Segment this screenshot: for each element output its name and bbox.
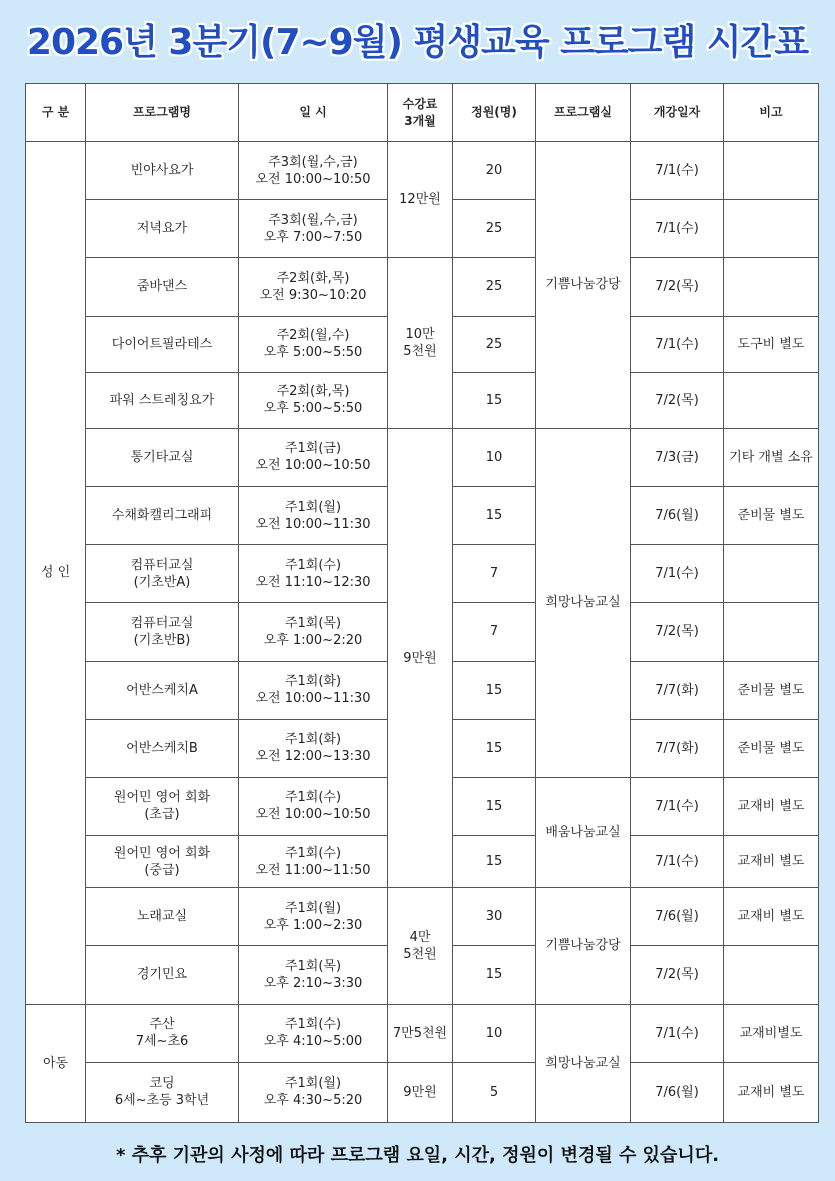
capacity-cell: 15 — [453, 487, 536, 545]
room-cell: 배움나눔교실 — [536, 777, 631, 887]
schedule-table-container — [25, 83, 818, 1123]
program-time: 주1회(목) 오후 2:10~3:30 — [239, 946, 388, 1004]
program-name: 컴퓨터교실 (기초반B) — [86, 603, 239, 661]
note-cell — [724, 258, 819, 316]
capacity-cell: 20 — [453, 142, 536, 200]
start-date-cell: 7/1(수) — [631, 777, 724, 835]
capacity-cell: 15 — [453, 719, 536, 777]
note-cell: 교재비 별도 — [724, 836, 819, 888]
capacity-cell: 15 — [453, 836, 536, 888]
note-cell: 준비물 별도 — [724, 487, 819, 545]
start-date-cell: 7/7(화) — [631, 661, 724, 719]
program-name: 주산 7세~초6 — [86, 1004, 239, 1062]
room-cell: 기쁨나눔강당 — [536, 142, 631, 429]
start-date-cell: 7/2(목) — [631, 603, 724, 661]
table-row — [26, 428, 819, 486]
fee-cell: 4만 5천원 — [388, 888, 453, 1004]
start-date-cell: 7/2(목) — [631, 372, 724, 428]
header-fee-line1: 수강료 — [402, 96, 438, 111]
header-row — [26, 84, 819, 142]
table-row — [26, 888, 819, 946]
fee-cell: 12만원 — [388, 142, 453, 258]
note-cell: 교재비 별도 — [724, 777, 819, 835]
capacity-cell: 30 — [453, 888, 536, 946]
room-cell: 희망나눔교실 — [536, 1004, 631, 1122]
note-cell — [724, 142, 819, 200]
capacity-cell: 7 — [453, 603, 536, 661]
fee-cell: 9만원 — [388, 428, 453, 887]
category-adult: 성 인 — [26, 142, 86, 1005]
table-row — [26, 1004, 819, 1062]
note-cell — [724, 372, 819, 428]
header-note: 비고 — [724, 84, 819, 142]
program-name: 노래교실 — [86, 888, 239, 946]
start-date-cell: 7/1(수) — [631, 200, 724, 258]
program-time: 주2회(화,목) 오전 9:30~10:20 — [239, 258, 388, 316]
program-name: 어반스케치A — [86, 661, 239, 719]
capacity-cell: 15 — [453, 777, 536, 835]
header-room: 프로그램실 — [536, 84, 631, 142]
program-name: 경기민요 — [86, 946, 239, 1004]
capacity-cell: 15 — [453, 372, 536, 428]
note-cell: 교재비별도 — [724, 1004, 819, 1062]
program-name: 통기타교실 — [86, 428, 239, 486]
room-cell: 희망나눔교실 — [536, 428, 631, 777]
program-time: 주1회(월) 오후 4:30~5:20 — [239, 1062, 388, 1122]
header-program: 프로그램명 — [86, 84, 239, 142]
start-date-cell: 7/1(수) — [631, 836, 724, 888]
fee-cell: 7만5천원 — [388, 1004, 453, 1062]
note-cell — [724, 946, 819, 1004]
category-child: 아동 — [26, 1004, 86, 1122]
capacity-cell: 15 — [453, 661, 536, 719]
header-fee — [388, 84, 453, 142]
note-cell — [724, 603, 819, 661]
program-time: 주1회(수) 오전 11:10~12:30 — [239, 545, 388, 603]
program-name: 저녁요가 — [86, 200, 239, 258]
start-date-cell: 7/1(수) — [631, 316, 724, 372]
program-time: 주1회(금) 오전 10:00~10:50 — [239, 428, 388, 486]
note-cell: 준비물 별도 — [724, 719, 819, 777]
program-name: 줌바댄스 — [86, 258, 239, 316]
start-date-cell: 7/2(목) — [631, 258, 724, 316]
program-name: 원어민 영어 회화 (중급) — [86, 836, 239, 888]
program-time: 주1회(월) 오전 10:00~11:30 — [239, 487, 388, 545]
start-date-cell: 7/3(금) — [631, 428, 724, 486]
table-row — [26, 142, 819, 200]
start-date-cell: 7/6(월) — [631, 888, 724, 946]
start-date-cell: 7/1(수) — [631, 545, 724, 603]
program-name: 수채화캘리그래피 — [86, 487, 239, 545]
header-start-date: 개강일자 — [631, 84, 724, 142]
start-date-cell: 7/7(화) — [631, 719, 724, 777]
program-time: 주1회(월) 오후 1:00~2:30 — [239, 888, 388, 946]
footnote: * 추후 기관의 사정에 따라 프로그램 요일, 시간, 정원이 변경될 수 있습니다. — [115, 1145, 720, 1166]
capacity-cell: 10 — [453, 1004, 536, 1062]
program-time: 주1회(화) 오전 10:00~11:30 — [239, 661, 388, 719]
program-name: 어반스케치B — [86, 719, 239, 777]
program-time: 주3회(월,수,금) 오후 7:00~7:50 — [239, 200, 388, 258]
room-cell: 기쁨나눔강당 — [536, 888, 631, 1004]
program-time: 주2회(월,수) 오후 5:00~5:50 — [239, 316, 388, 372]
fee-cell: 10만 5천원 — [388, 258, 453, 428]
table-row — [26, 258, 819, 316]
capacity-cell: 5 — [453, 1062, 536, 1122]
capacity-cell: 25 — [453, 200, 536, 258]
program-name: 파워 스트레칭요가 — [86, 372, 239, 428]
program-name: 코딩 6세~초등 3학년 — [86, 1062, 239, 1122]
capacity-cell: 7 — [453, 545, 536, 603]
program-time: 주1회(수) 오전 10:00~10:50 — [239, 777, 388, 835]
capacity-cell: 25 — [453, 258, 536, 316]
fee-cell: 9만원 — [388, 1062, 453, 1122]
program-name: 원어민 영어 회화 (초급) — [86, 777, 239, 835]
header-fee-line2: 3개월 — [404, 113, 436, 128]
note-cell: 교재비 별도 — [724, 1062, 819, 1122]
program-time: 주3회(월,수,금) 오전 10:00~10:50 — [239, 142, 388, 200]
note-cell — [724, 545, 819, 603]
start-date-cell: 7/2(목) — [631, 946, 724, 1004]
page-title: 2026년 3분기(7~9월) 평생교육 프로그램 시간표 — [26, 22, 809, 63]
note-cell: 준비물 별도 — [724, 661, 819, 719]
header-category: 구 분 — [26, 84, 86, 142]
schedule-table — [25, 83, 819, 1123]
capacity-cell: 25 — [453, 316, 536, 372]
program-name: 다이어트필라테스 — [86, 316, 239, 372]
program-time: 주1회(화) 오전 12:00~13:30 — [239, 719, 388, 777]
program-time: 주1회(수) 오후 4:10~5:00 — [239, 1004, 388, 1062]
program-name: 컴퓨터교실 (기초반A) — [86, 545, 239, 603]
start-date-cell: 7/1(수) — [631, 1004, 724, 1062]
program-time: 주1회(목) 오후 1:00~2:20 — [239, 603, 388, 661]
header-capacity: 정원(명) — [453, 84, 536, 142]
header-schedule: 일 시 — [239, 84, 388, 142]
start-date-cell: 7/6(월) — [631, 1062, 724, 1122]
capacity-cell: 15 — [453, 946, 536, 1004]
start-date-cell: 7/1(수) — [631, 142, 724, 200]
note-cell: 도구비 별도 — [724, 316, 819, 372]
program-time: 주1회(수) 오전 11:00~11:50 — [239, 836, 388, 888]
program-name: 빈야사요가 — [86, 142, 239, 200]
program-time: 주2회(화,목) 오후 5:00~5:50 — [239, 372, 388, 428]
note-cell — [724, 200, 819, 258]
capacity-cell: 10 — [453, 428, 536, 486]
table-row — [26, 1062, 819, 1122]
note-cell: 교재비 별도 — [724, 888, 819, 946]
start-date-cell: 7/6(월) — [631, 487, 724, 545]
note-cell: 기타 개별 소유 — [724, 428, 819, 486]
